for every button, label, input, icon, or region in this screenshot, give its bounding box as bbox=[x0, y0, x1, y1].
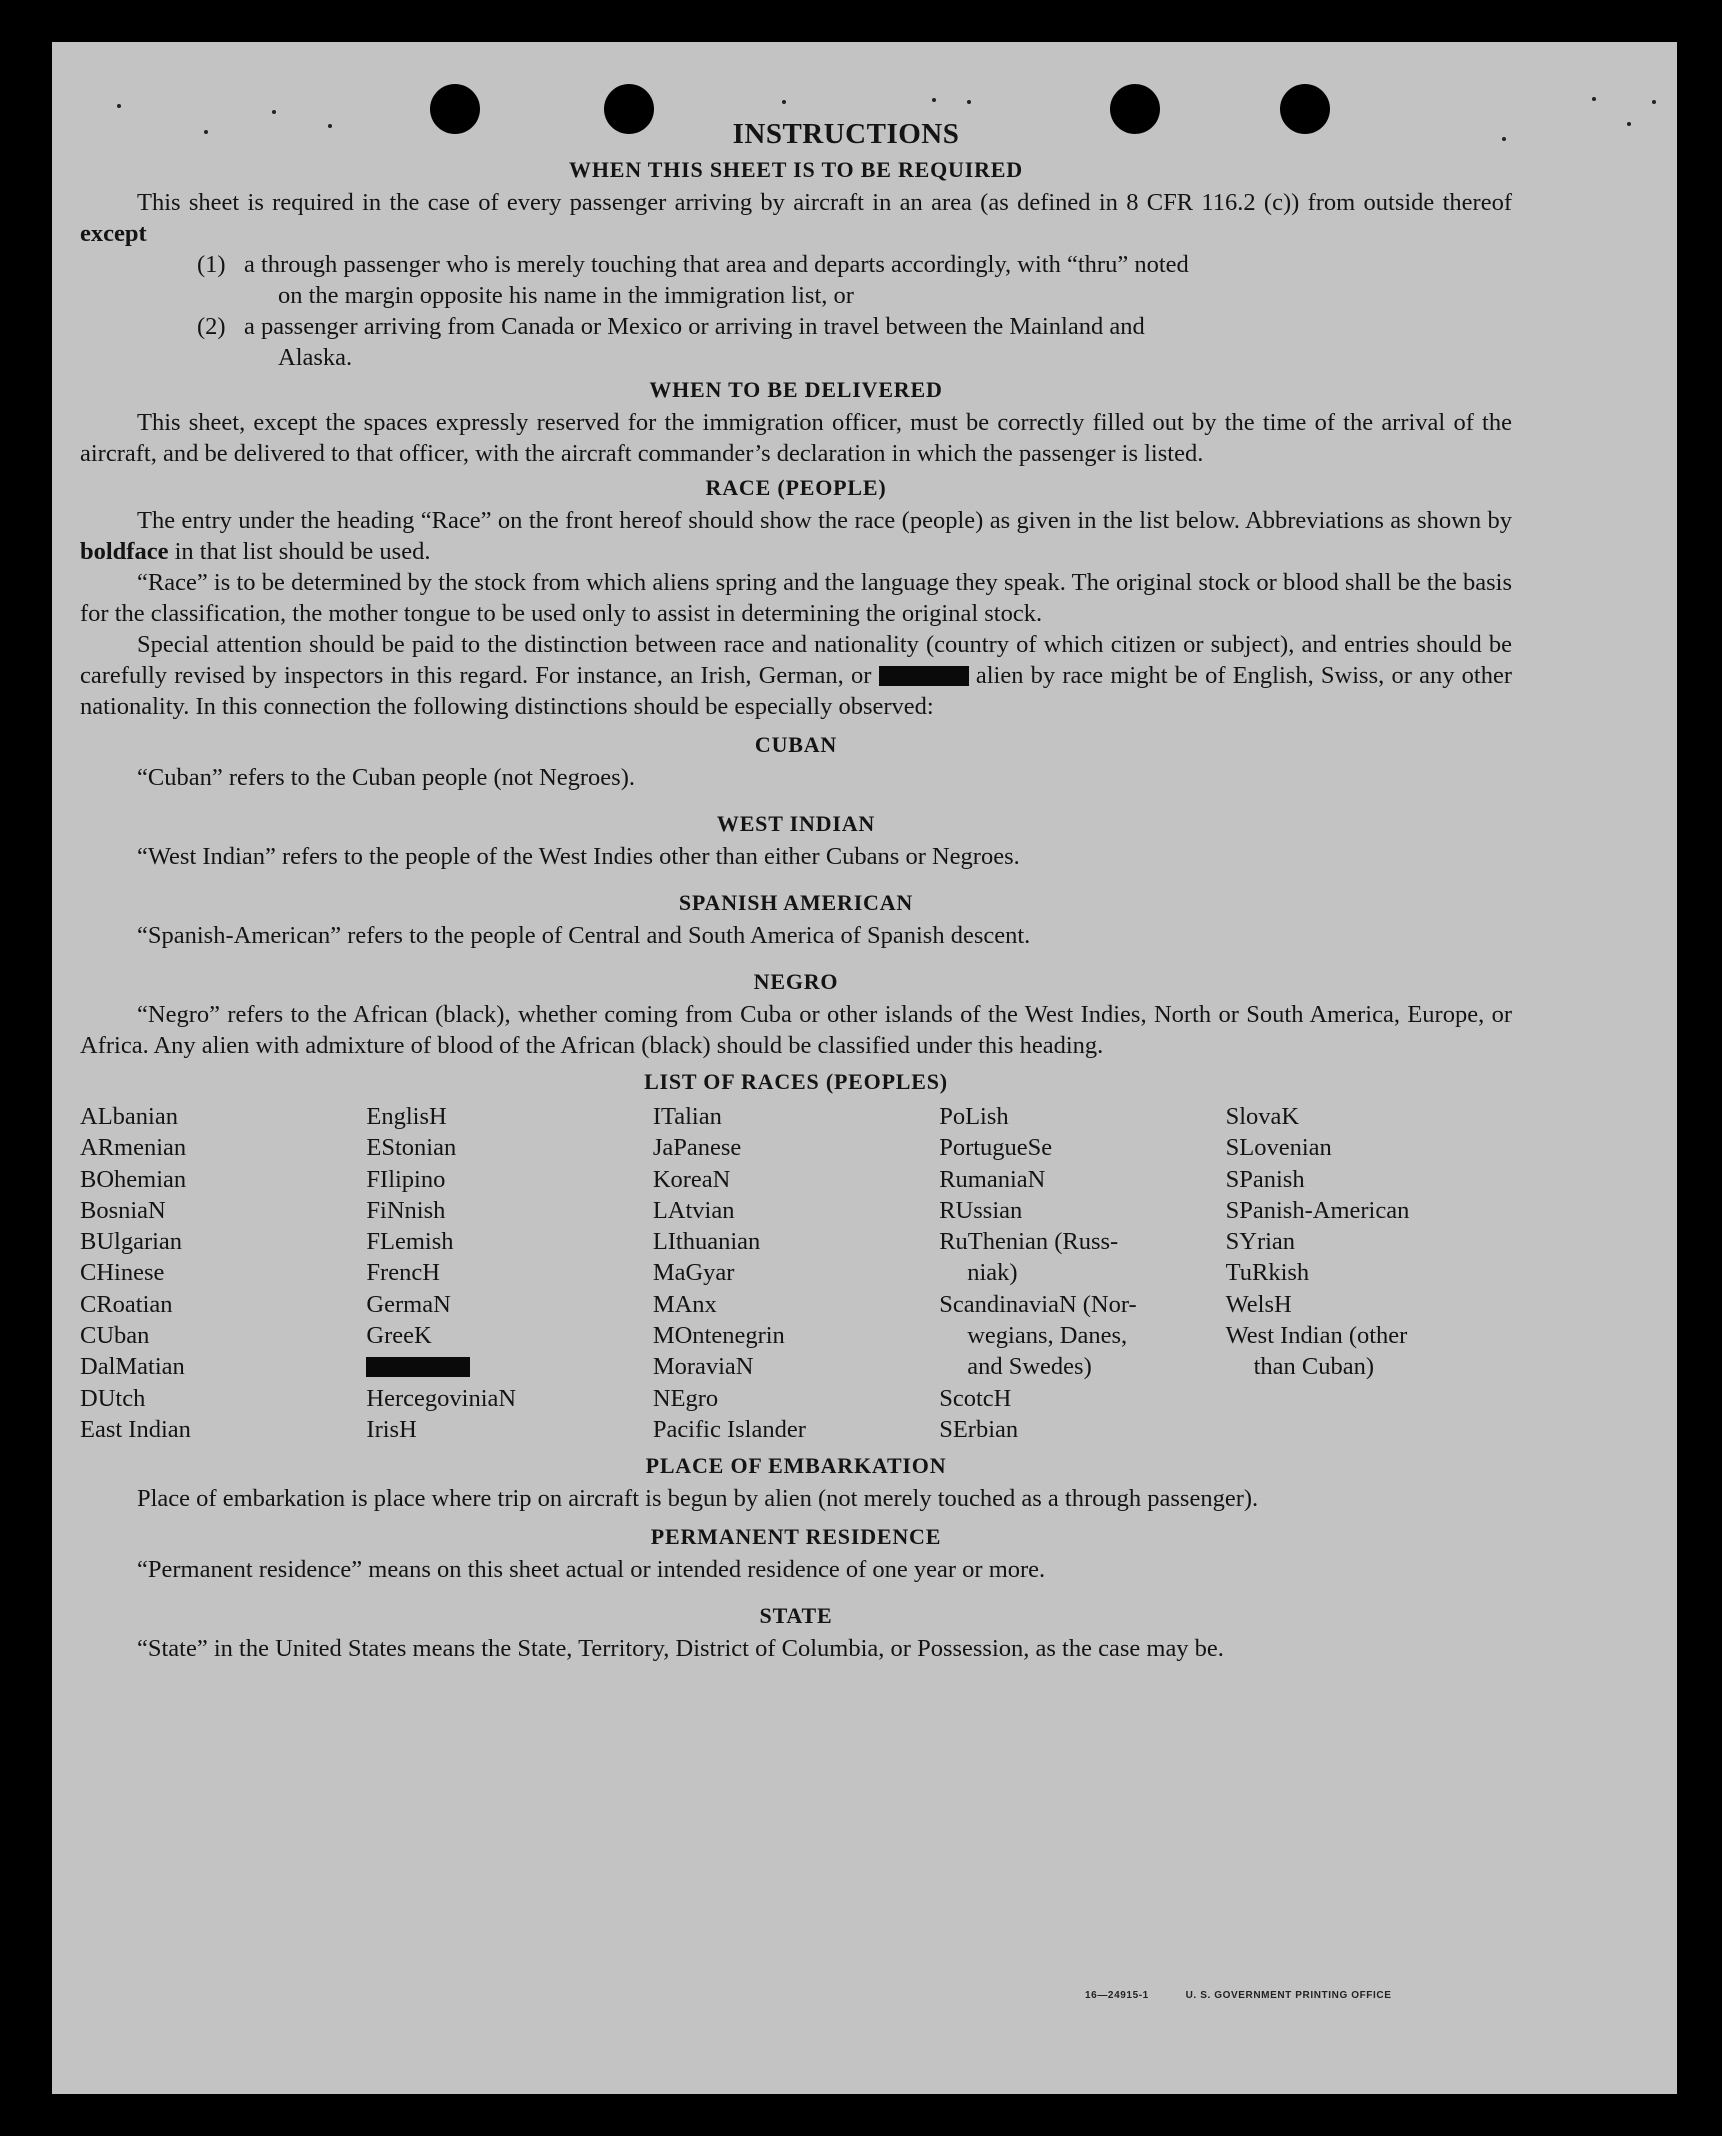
paragraph: “Cuban” refers to the Cuban people (not Negroes). bbox=[137, 764, 635, 791]
text: The entry under the heading “Race” on the front hereof should show the race (people) as given in the list below. Abbreviations as shown by bbox=[137, 507, 1512, 534]
paragraph bbox=[80, 187, 1512, 249]
race-item: ARmenian bbox=[80, 1134, 187, 1162]
race-item: ALbanian bbox=[80, 1103, 178, 1130]
section-heading: WHEN THIS SHEET IS TO BE REQUIRED bbox=[569, 157, 1023, 182]
race-item: niak) bbox=[967, 1259, 1018, 1287]
section-heading: WHEN TO BE DELIVERED bbox=[649, 377, 943, 402]
scan-speck bbox=[1652, 100, 1656, 104]
race-item: BUlgarian bbox=[80, 1228, 183, 1256]
paragraph: “Race” is to be determined by the stock from which aliens spring and the language they speak. The original stock or blood shall be the basis for the classification, the mother tongue to be used only to assist in determining the original stock. bbox=[80, 569, 1512, 627]
section-heading: PERMANENT RESIDENCE bbox=[650, 1524, 942, 1550]
race-item: SYrian bbox=[1225, 1228, 1296, 1256]
item-line: on the margin opposite his name in the immigration list, or bbox=[278, 282, 854, 309]
race-list bbox=[80, 1101, 1512, 1445]
paragraph: “Spanish-American” refers to the people of Central and South America of Spanish descent. bbox=[137, 922, 1031, 949]
race-item: MOntenegrin bbox=[652, 1322, 785, 1350]
scan-speck bbox=[272, 110, 276, 114]
race-item: FIlipino bbox=[366, 1165, 446, 1193]
race-item: PoLish bbox=[939, 1103, 1009, 1130]
printer-name: U. S. GOVERNMENT PRINTING OFFICE bbox=[1185, 1990, 1392, 2001]
section-heading: PLACE OF EMBARKATION bbox=[645, 1453, 947, 1479]
race-item: BosniaN bbox=[80, 1196, 166, 1224]
text: alien by race might be of English, Swiss, or any other nationality. In this connection the following distinctions should be especially observed: bbox=[80, 662, 1512, 720]
race-item: SlovaK bbox=[1225, 1103, 1300, 1130]
race-item: FrencH bbox=[366, 1259, 440, 1287]
item-number: (2) bbox=[197, 313, 226, 340]
printer-imprint bbox=[1085, 1990, 1391, 2001]
list-item bbox=[80, 311, 1512, 373]
paragraph: “West Indian” refers to the people of the West Indies other than either Cubans or Negroes. bbox=[137, 843, 1020, 870]
race-item: West Indian (other bbox=[1225, 1322, 1408, 1350]
item-line: a passenger arriving from Canada or Mexico or arriving in travel between the Mainland and bbox=[244, 313, 1145, 340]
scan-speck bbox=[117, 104, 121, 108]
paragraph: This sheet, except the spaces expressly reserved for the immigration officer, must be correctly filled out by the time of the arrival of the aircraft, and be delivered to that officer, with the aircraft commander’s declaration in which the passenger is listed. bbox=[80, 409, 1512, 467]
race-item: ITalian bbox=[652, 1103, 722, 1130]
race-item: MaGyar bbox=[652, 1259, 735, 1287]
redaction-mark bbox=[366, 1357, 470, 1377]
race-item: PortugueSe bbox=[939, 1134, 1053, 1162]
race-item: DalMatian bbox=[80, 1353, 185, 1381]
race-item: EStonian bbox=[366, 1134, 457, 1162]
paragraph: “Negro” refers to the African (black), whether coming from Cuba or other islands of the West Indies, North or South America, Europe, or Africa. Any alien with admixture of blood of the African (black) should be classified under this heading. bbox=[80, 1001, 1512, 1059]
scan-speck bbox=[1592, 97, 1596, 101]
race-item: and Swedes) bbox=[967, 1353, 1092, 1381]
race-item: MoraviaN bbox=[652, 1353, 754, 1381]
race-item: wegians, Danes, bbox=[967, 1322, 1128, 1350]
item-line: Alaska. bbox=[278, 344, 353, 371]
race-item: LIthuanian bbox=[652, 1228, 761, 1256]
paragraph bbox=[80, 505, 1512, 567]
scan-speck bbox=[1627, 122, 1631, 126]
section-heading: STATE bbox=[759, 1603, 833, 1629]
paragraph: “State” in the United States means the State, Territory, District of Columbia, or Possession, as the case may be. bbox=[137, 1635, 1224, 1663]
race-item: LAtvian bbox=[652, 1196, 735, 1224]
race-column bbox=[366, 1101, 652, 1445]
race-item: CRoatian bbox=[80, 1290, 173, 1318]
page-title: INSTRUCTIONS bbox=[732, 118, 960, 150]
race-item: FLemish bbox=[366, 1228, 454, 1256]
item-line: a through passenger who is merely touching that area and departs accordingly, with “thru” noted bbox=[244, 251, 1189, 278]
section-heading: NEGRO bbox=[753, 969, 839, 994]
race-item: GermaN bbox=[366, 1290, 451, 1318]
section-heading: CUBAN bbox=[754, 732, 838, 757]
text: This sheet is required in the case of every passenger arriving by aircraft in an area (as defined in 8 CFR 116.2 (c)) from outside thereof bbox=[137, 189, 1512, 216]
race-item: DUtch bbox=[80, 1384, 146, 1412]
form-number: 16—24915-1 bbox=[1085, 1990, 1149, 2001]
race-item-redacted bbox=[366, 1351, 652, 1382]
race-item: JaPanese bbox=[652, 1134, 742, 1162]
race-item: SErbian bbox=[939, 1415, 1019, 1443]
race-item: Pacific Islander bbox=[652, 1415, 806, 1443]
scan-speck bbox=[967, 100, 971, 104]
item-text bbox=[244, 311, 1512, 373]
section-heading: WEST INDIAN bbox=[716, 811, 876, 836]
race-column bbox=[1226, 1101, 1512, 1445]
race-item: East Indian bbox=[80, 1415, 191, 1443]
redaction-mark bbox=[879, 666, 969, 686]
race-column bbox=[80, 1101, 366, 1445]
race-column bbox=[653, 1101, 939, 1445]
race-item: TuRkish bbox=[1225, 1259, 1310, 1287]
race-item: BOhemian bbox=[80, 1165, 187, 1193]
race-item: NEgro bbox=[652, 1384, 719, 1412]
race-item: FiNnish bbox=[366, 1196, 446, 1224]
race-item: IrisH bbox=[366, 1415, 417, 1443]
scan-speck bbox=[932, 98, 936, 102]
race-item: RumaniaN bbox=[939, 1165, 1046, 1193]
race-item: KoreaN bbox=[652, 1165, 731, 1193]
race-item: ScandinaviaN (Nor- bbox=[939, 1290, 1137, 1318]
section-heading: LIST OF RACES (PEOPLES) bbox=[644, 1069, 948, 1094]
text: Special attention should be paid to the distinction between race and nationality (country of which citizen or subject), and entries should be carefully revised by inspectors in this regard. For instance, an Irish, German, or bbox=[80, 631, 1512, 689]
paragraph: “Permanent residence” means on this sheet actual or intended residence of one year or more. bbox=[137, 1556, 1046, 1584]
item-number: (1) bbox=[197, 251, 226, 278]
race-item: HercegoviniaN bbox=[366, 1384, 517, 1412]
bold-text: except bbox=[80, 220, 147, 247]
race-item: WelsH bbox=[1225, 1290, 1292, 1318]
paragraph bbox=[80, 629, 1512, 722]
text: in that list should be used. bbox=[174, 538, 431, 565]
paragraph: Place of embarkation is place where trip on aircraft is begun by alien (not merely touched as a through passenger). bbox=[137, 1485, 1259, 1513]
item-text bbox=[244, 249, 1512, 311]
race-column bbox=[939, 1101, 1225, 1445]
bold-text: boldface bbox=[80, 538, 169, 565]
race-item: EnglisH bbox=[366, 1103, 447, 1130]
race-item: MAnx bbox=[652, 1290, 717, 1318]
race-item: GreeK bbox=[366, 1322, 432, 1350]
race-item: RUssian bbox=[939, 1196, 1023, 1224]
race-item: RuThenian (Russ- bbox=[939, 1228, 1119, 1256]
race-item: SPanish bbox=[1225, 1165, 1305, 1193]
race-item: SPanish-American bbox=[1225, 1196, 1410, 1224]
race-item: than Cuban) bbox=[1253, 1353, 1375, 1381]
scan-speck bbox=[782, 100, 786, 104]
race-item: ScotcH bbox=[939, 1384, 1012, 1412]
section-heading: SPANISH AMERICAN bbox=[678, 890, 914, 915]
instructions-body bbox=[80, 118, 1512, 1664]
race-item: SLovenian bbox=[1225, 1134, 1332, 1162]
race-item: CHinese bbox=[80, 1259, 165, 1287]
race-item: CUban bbox=[80, 1322, 150, 1350]
section-heading: RACE (PEOPLE) bbox=[705, 475, 887, 500]
list-item bbox=[80, 249, 1512, 311]
